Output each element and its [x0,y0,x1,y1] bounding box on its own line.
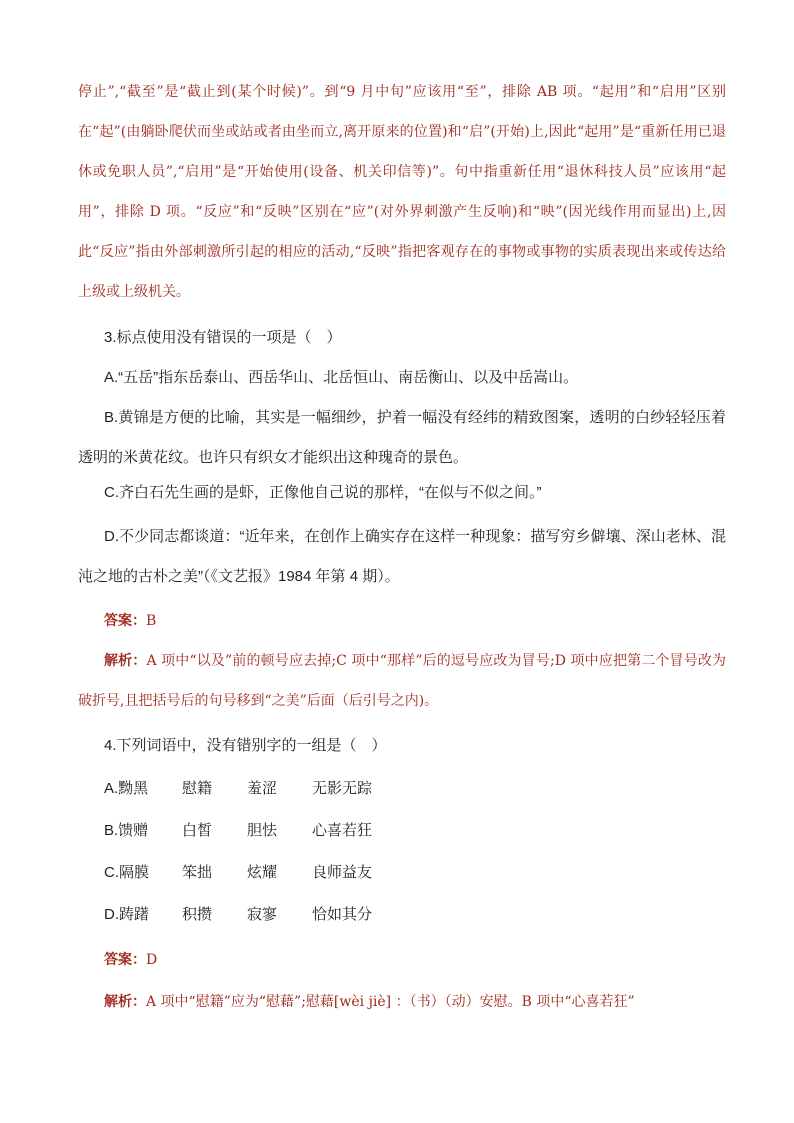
answer-value: D [146,952,158,968]
question-3-option-d: D.不少同志都谈道：“近年来，在创作上确实存在这样一种现象：描写穷乡僻壤、深山老林、混沌之地的古朴之美”（《文艺报》1984 年第 4 期）。 [78,528,726,585]
option-word: 笨拙 [182,864,213,881]
answer-value: B [146,613,157,629]
option-word: 积攒 [182,906,213,923]
option-word: 羞涩 [247,780,278,797]
question-3-stem: 3.标点使用没有错误的一项是（ ） [104,329,342,346]
explanation-paragraph: 停止”,“截至”是“截止到(某个时候)”。到“9 月中旬”应该用“至”，排除 AB 项。“起用”和“启用”区别在“起”(由躺卧爬伏而坐或站或者由坐而立,离开原来的位置)和“启”(开始)上,因此“起用”是“重新任用已退休或免职人员”,“启用”是“开始使用(设备、机关印信等)”。句中指重新任用“退休科技人员”应该用“起用”，排除 D 项。“反应”和“反映”区别在“应”(对外界刺激产生反响)和“映”(因光线作用而显出)上,因此“反应”指由外部刺激所引起的相应的活动,“反映”指把客观存在的事物或事物的实质表现出来或传达给上级或上级机关。 [78,84,726,300]
option-word: 心喜若狂 [312,822,373,839]
question-3-option-c: C.齐白石先生画的是虾，正像他自己说的那样，“在似与不似之间。” [104,484,542,501]
question-3-answer [104,610,156,632]
option-word: D.踌躇 [104,906,150,923]
answer-label: 答案： [104,613,146,629]
question-4-stem: 4.下列词语中，没有错别字的一组是（ ） [104,737,387,754]
option-word: 无影无踪 [312,780,373,797]
question-4-analysis [104,991,635,1013]
question-3-analysis [78,641,726,721]
option-word: B.馈赠 [104,822,149,839]
question-4-answer [104,949,157,971]
answer-label: 答案： [104,952,146,968]
analysis-text: A 项中“以及”前的顿号应去掉;C 项中“那样”后的逗号应改为冒号;D 项中应把第二个冒号改为破折号,且把括号后的句号移到“之美”后面（后引号之内)。 [78,653,726,709]
option-word: C.隔膜 [104,864,150,881]
option-word: 慰籍 [182,780,213,797]
option-word: 良师益友 [312,864,373,881]
option-word: 恰如其分 [312,906,373,923]
option-word: 炫耀 [247,864,278,881]
question-3-option-a: A.“五岳”指东岳泰山、西岳华山、北岳恒山、南岳衡山、以及中岳嵩山。 [104,369,579,386]
option-word: 白皙 [182,822,213,839]
analysis-label: 解析： [104,994,146,1010]
analysis-text: A 项中“慰籍”应为“慰藉”;慰藉[wèi jiè] ：（书）（动）安慰。B 项中“心喜若狂” [146,994,635,1010]
question-3-option-b: B.黄锦是方便的比喻，其实是一幅细纱，护着一幅没有经纬的精致图案，透明的白纱轻轻压着透明的米黄花纹。也许只有织女才能织出这种瑰奇的景色。 [78,409,726,466]
analysis-label: 解析： [104,653,147,669]
option-word: 寂寥 [247,906,278,923]
option-word: 胆怯 [247,822,278,839]
option-word: A.黝黑 [104,780,149,797]
